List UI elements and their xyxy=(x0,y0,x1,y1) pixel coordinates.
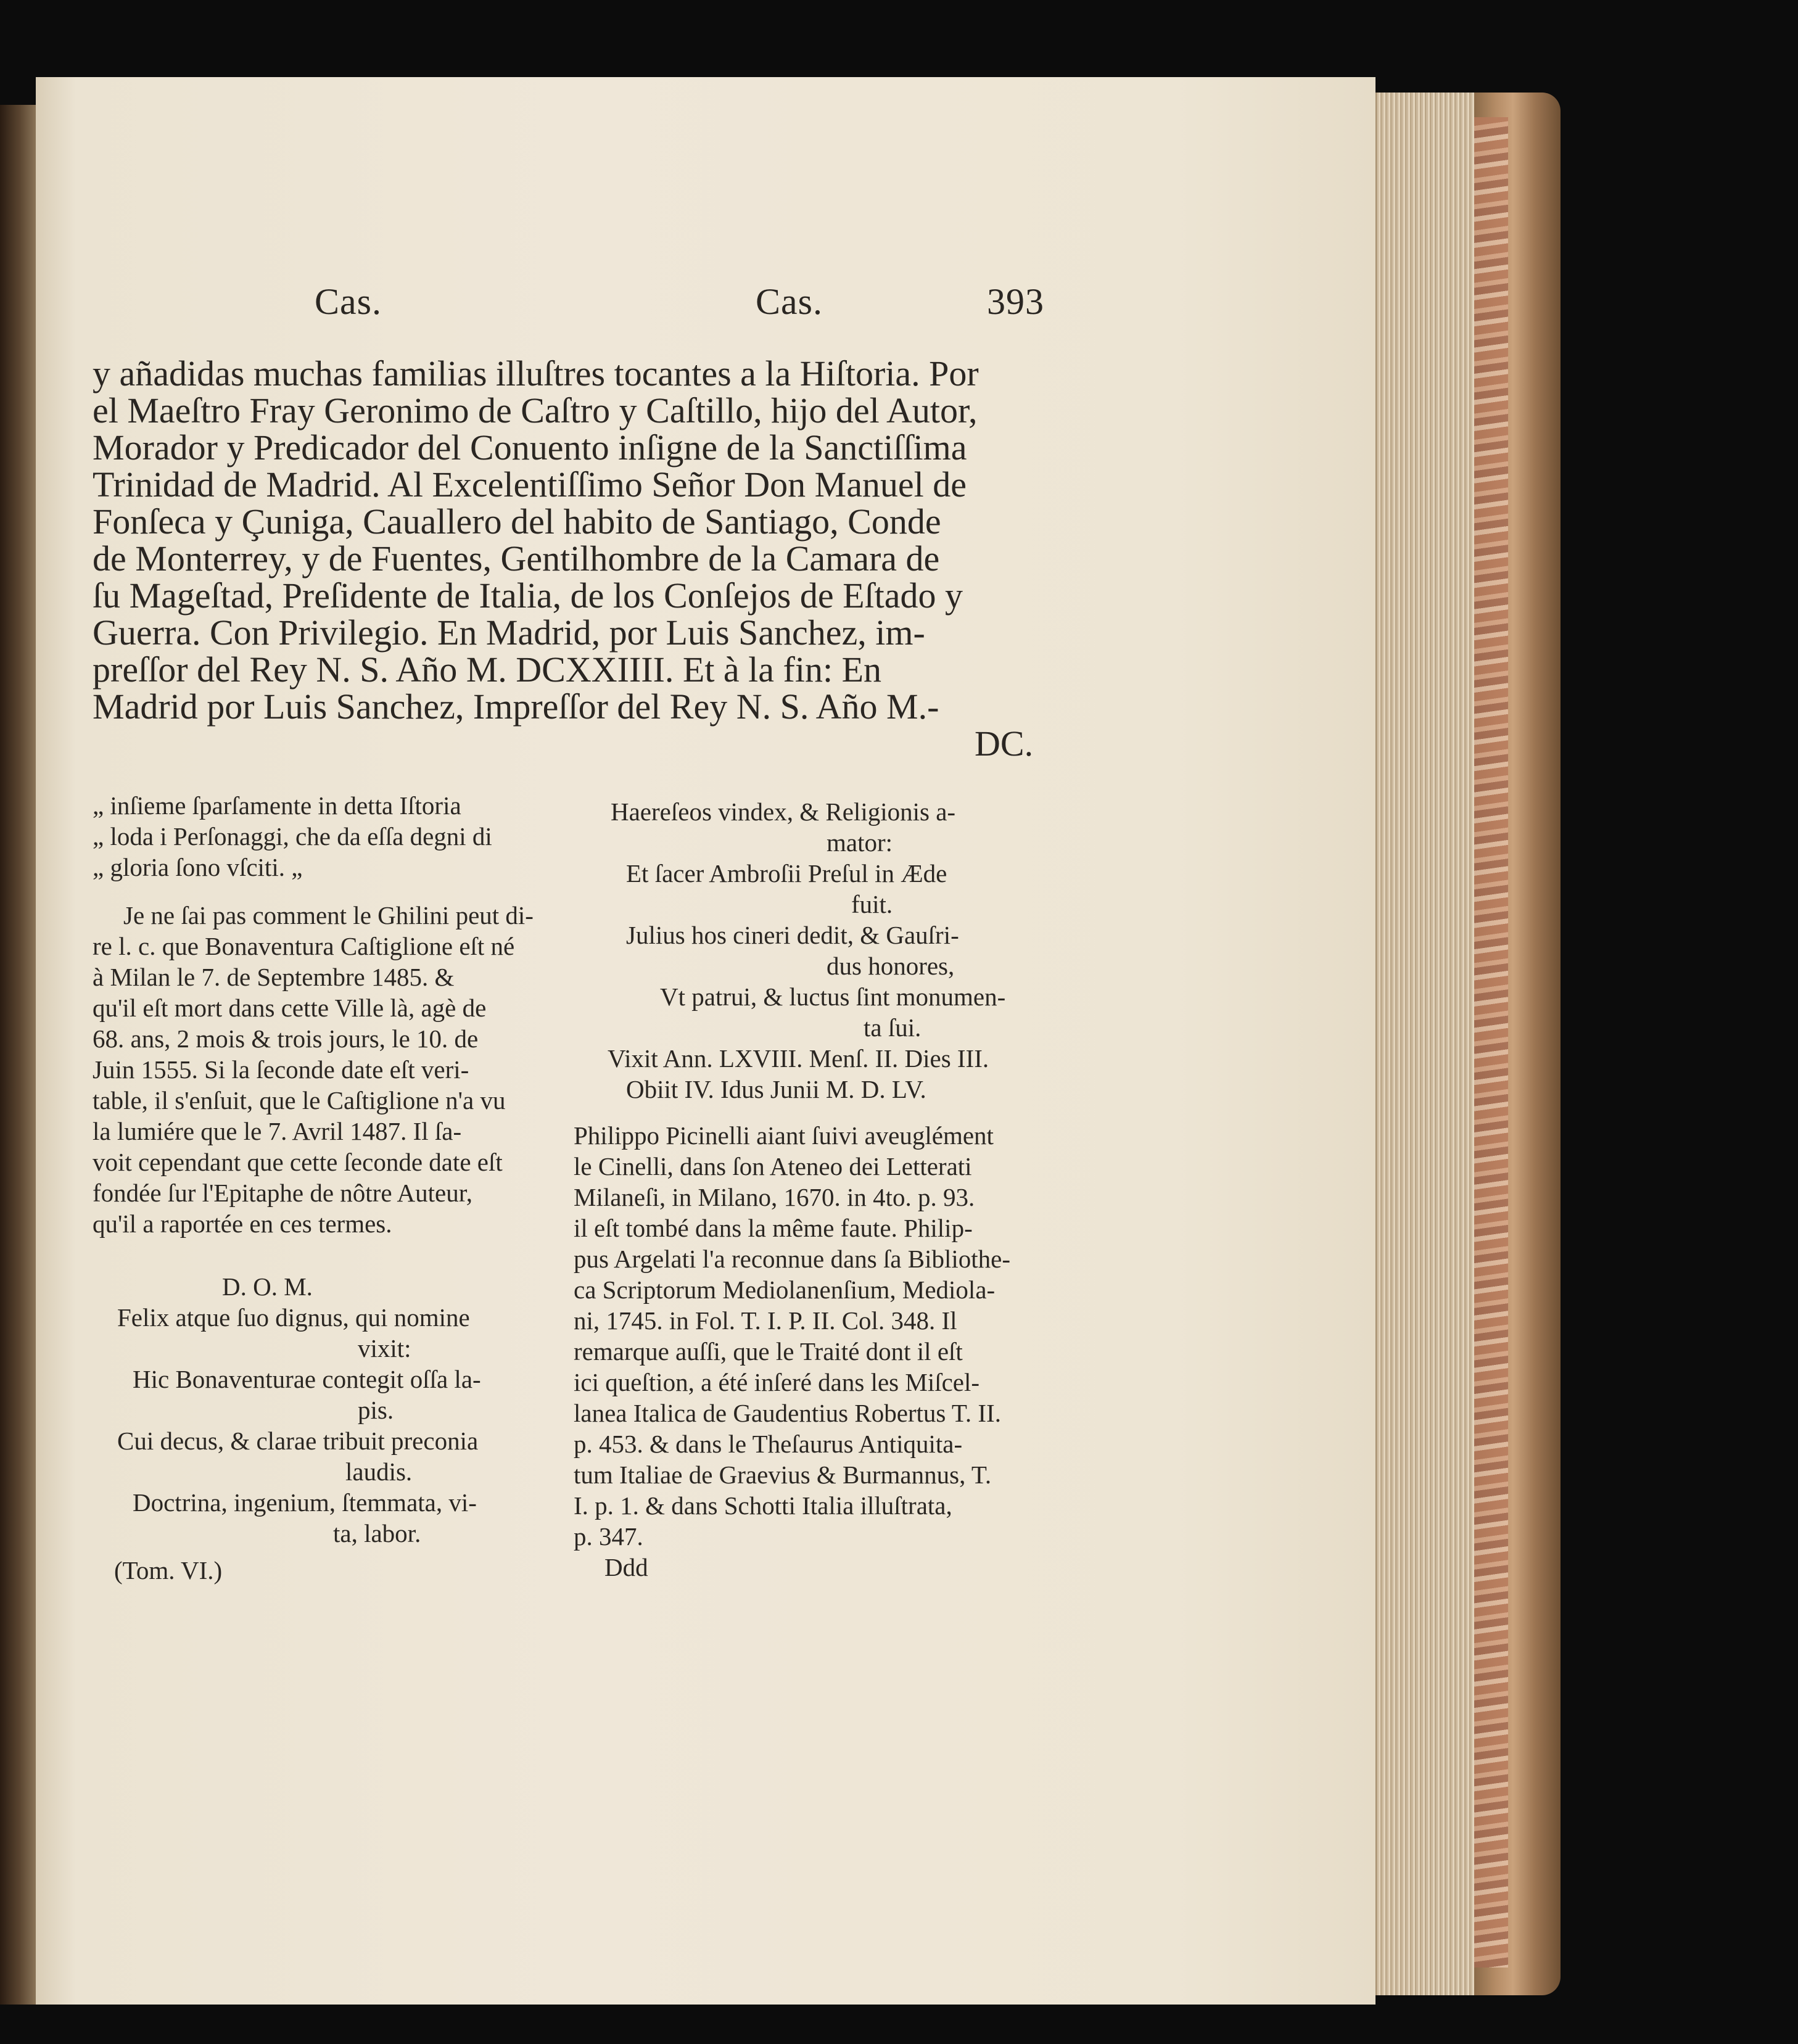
text-line: il eſt tombé dans la même faute. Philip- xyxy=(574,1214,973,1242)
text-line: preſſor del Rey N. S. Año M. DCXXIIII. Et à la fin: En xyxy=(93,649,882,690)
text-line: I. p. 1. & dans Schotti Italia illuſtrata, xyxy=(574,1491,952,1520)
text-line: Et ſacer Ambroſii Preſul in Æde xyxy=(626,859,947,888)
text-line: vixit: xyxy=(358,1334,411,1362)
text-line: 68. ans, 2 mois & trois jours, le 10. de xyxy=(93,1024,479,1053)
text-line: ici queſtion, a été inſeré dans les Miſcel- xyxy=(574,1368,980,1396)
text-line: p. 453. & dans le Theſaurus Antiquita- xyxy=(574,1430,963,1458)
marbled-edge xyxy=(1474,117,1508,1968)
text-line: mator: xyxy=(827,828,893,857)
running-head-center: Cas. xyxy=(756,281,823,322)
text-line: le Cinelli, dans ſon Ateneo dei Letterati xyxy=(574,1152,972,1181)
text-line: Felix atque ſuo dignus, qui nomine xyxy=(117,1303,470,1332)
text-line: Guerra. Con Privilegio. En Madrid, por Luis Sanchez, im- xyxy=(93,612,925,653)
text-line: Philippo Picinelli aiant ſuivi aveuglément xyxy=(574,1121,994,1150)
left-page-edge xyxy=(0,105,36,2005)
text-line: fondée ſur l'Epitaphe de nôtre Auteur, xyxy=(93,1179,472,1207)
text-line: „ gloria ſono vſciti. „ xyxy=(93,853,303,881)
text-line: ta ſui. xyxy=(864,1013,922,1042)
text-line: Vixit Ann. LXVIII. Menſ. II. Dies III. xyxy=(608,1044,989,1073)
text-line: y añadidas muchas familias illuſtres tocantes a la Hiſtoria. Por xyxy=(93,353,979,394)
text-line: Vt patrui, & luctus ſint monumen- xyxy=(660,983,1006,1011)
text-line: Haereſeos vindex, & Religionis a- xyxy=(611,797,956,826)
text-line: voit cependant que cette ſeconde date eſt xyxy=(93,1148,503,1176)
text-line: Je ne ſai pas comment le Ghilini peut di- xyxy=(123,901,534,929)
text-line: ta, labor. xyxy=(333,1519,421,1547)
text-line: Madrid por Luis Sanchez, Impreſſor del Rey N. S. Año M.- xyxy=(93,686,939,727)
text-line: Fonſeca y Çuniga, Cauallero del habito de Santiago, Conde xyxy=(93,501,941,542)
text-line: qu'il eſt mort dans cette Ville là, agè de xyxy=(93,994,487,1022)
text-line: à Milan le 7. de Septembre 1485. & xyxy=(93,963,455,991)
text-line: Doctrina, ingenium, ſtemmata, vi- xyxy=(133,1488,477,1517)
page-edges xyxy=(1375,93,1475,1995)
text-line: Cui decus, & clarae tribuit preconia xyxy=(117,1427,479,1455)
text-line: DC. xyxy=(975,723,1034,764)
volume-note: (Tom. VI.) xyxy=(114,1556,223,1585)
running-head-left: Cas. xyxy=(315,281,382,322)
text-line: Obiit IV. Idus Junii M. D. LV. xyxy=(626,1075,926,1103)
text-line: la lumiére que le 7. Avril 1487. Il ſa- xyxy=(93,1117,462,1145)
text-line: Trinidad de Madrid. Al Excelentiſſimo Señor Don Manuel de xyxy=(93,464,967,505)
text-line: „ loda i Perſonaggi, che da eſſa degni di xyxy=(93,822,492,851)
text-line: fuit. xyxy=(851,890,893,918)
text-line: ni, 1745. in Fol. T. I. P. II. Col. 348. Il xyxy=(574,1306,957,1335)
text-line: lanea Italica de Gaudentius Robertus T. II. xyxy=(574,1399,1001,1427)
text-line: qu'il a raportée en ces termes. xyxy=(93,1210,392,1238)
text-line: Juin 1555. Si la ſeconde date eſt veri- xyxy=(93,1055,469,1084)
text-line: table, il s'enſuit, que le Caſtiglione n'a vu xyxy=(93,1086,506,1115)
text-line: tum Italiae de Graevius & Burmannus, T. xyxy=(574,1461,992,1489)
text-line: ſu Mageſtad, Preſidente de Italia, de los Conſejos de Eſtado y xyxy=(93,575,963,616)
text-line: dus honores, xyxy=(827,952,955,980)
text-line: re l. c. que Bonaventura Caſtiglione eſt né xyxy=(93,932,515,960)
epitaph-heading: D. O. M. xyxy=(222,1272,313,1301)
text-line: Hic Bonaventurae contegit oſſa la- xyxy=(133,1365,481,1393)
text-line: pus Argelati l'a reconnue dans ſa Bibliothe- xyxy=(574,1245,1011,1273)
text-line: p. 347. xyxy=(574,1522,643,1551)
signature-mark: Ddd xyxy=(604,1553,648,1581)
text-line: laudis. xyxy=(345,1457,413,1486)
text-line: de Monterrey, y de Fuentes, Gentilhombre de la Camara de xyxy=(93,538,940,579)
text-line: remarque auſſi, que le Traité dont il eſt xyxy=(574,1337,963,1366)
text-line: „ inſieme ſparſamente in detta Iſtoria xyxy=(93,791,461,820)
text-line: Morador y Predicador del Conuento inſigne de la Sanctiſſima xyxy=(93,427,967,468)
text-line: Milaneſi, in Milano, 1670. in 4to. p. 93. xyxy=(574,1183,975,1211)
text-line: Julius hos cineri dedit, & Gauſri- xyxy=(626,921,959,949)
text-line: ca Scriptorum Mediolanenſium, Mediola- xyxy=(574,1275,996,1304)
page-number: 393 xyxy=(987,281,1044,322)
text-line: el Maeſtro Fray Geronimo de Caſtro y Caſtillo, hijo del Autor, xyxy=(93,390,978,431)
text-line: pis. xyxy=(358,1396,394,1424)
